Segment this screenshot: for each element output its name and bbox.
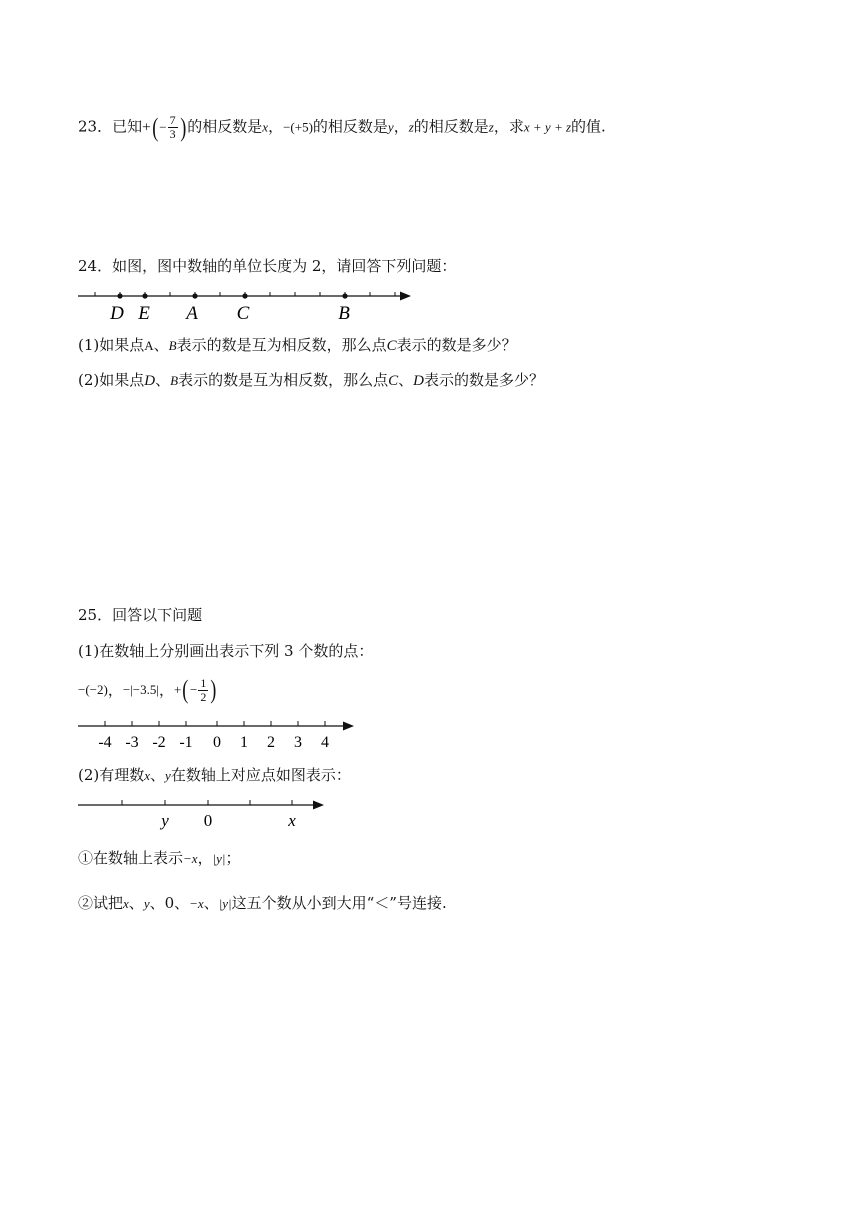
q23-plus-sign: +	[142, 119, 151, 136]
label-e: E	[138, 303, 150, 322]
q23-text-2: 的相反数是	[187, 117, 263, 136]
q25-subpart-1	[78, 848, 241, 869]
q23-text-4: 的相反数是	[413, 117, 489, 136]
q24-p1-text-c: 表示的数是多少？	[396, 336, 517, 354]
tick-label-3: 3	[294, 734, 302, 751]
point-a	[192, 293, 197, 298]
q25-number-3-fraction	[198, 677, 208, 704]
q25-s2-var-x: x	[123, 896, 129, 911]
q24-number-line	[78, 286, 418, 322]
q25-part-2	[78, 765, 351, 786]
q25-p2-var-y: y	[165, 768, 171, 783]
q23-comma-2: ，	[393, 117, 409, 136]
q24-p2-point-c: C	[388, 373, 399, 389]
q24-p2-point-d-2: D	[413, 373, 424, 389]
q25-number-3-sign: +	[173, 682, 182, 697]
q23-text-3: 的相反数是	[312, 117, 388, 136]
q24-part-1	[78, 335, 517, 356]
q25-number-line-2	[78, 795, 333, 831]
q23-text-5: ，求	[493, 117, 524, 136]
q23-fraction-numerator: 7	[169, 113, 176, 127]
q25-number-3-minus: −	[190, 682, 198, 697]
q25-s1-comma: ，	[197, 849, 213, 867]
q25-s1-neg-x: −x	[183, 851, 198, 866]
q23-var-z: z	[408, 119, 414, 135]
q25-p2-text-a: (2)有理数	[78, 766, 145, 784]
q24-p2-point-d: D	[144, 373, 156, 389]
q23-fraction	[168, 114, 178, 141]
q25-number-2: −|−3.5|	[122, 682, 159, 697]
q25-fraction-denominator: 2	[200, 689, 207, 704]
q25-axis-1-ticks	[105, 721, 325, 726]
point-c	[242, 293, 247, 298]
q24-p2-point-b: B	[170, 373, 179, 388]
q25-numbers: −(−2) ， −|−3.5| ， + ( − $\frac{1}{2}$ )	[78, 675, 217, 704]
q25-s2-text-b: 这五个数从小到大用“＜”号连接.	[231, 894, 447, 912]
q25-axis-2-arrow	[313, 801, 324, 810]
q24-p2-text-c: 表示的数是多少？	[423, 371, 544, 389]
q25-comma-2: ，	[158, 681, 174, 699]
label-c: C	[236, 303, 250, 322]
q24-p1-text-a: (1)如果点	[78, 336, 145, 354]
q24-p2-text-b: 表示的数是互为相反数，那么点	[178, 371, 389, 389]
q25-s2-text-a: ②试把	[78, 894, 124, 912]
q23-number: 23．	[78, 117, 113, 136]
q25-part-1: (1)在数轴上分别画出表示下列 3 个数的点：	[78, 642, 374, 660]
q23-var-z-2: z	[488, 119, 494, 135]
tick-label-minus-4: -4	[98, 734, 112, 751]
q24-part-2	[78, 370, 544, 391]
q25-s2-var-y: y	[143, 896, 150, 911]
q25-s2-neg-x: −x	[189, 896, 204, 911]
q24-stem: 24．如图，图中数轴的单位长度为 2，请回答下列问题：	[78, 257, 457, 275]
q24-p1-point-b: B	[168, 338, 177, 353]
tick-label-1: 1	[240, 734, 248, 751]
q25-s2-sep-3: 、	[203, 894, 219, 912]
q24-p2-sep-2: 、	[398, 371, 414, 389]
tick-label-minus-1: -1	[179, 734, 193, 751]
q23-text-1: 已知	[112, 117, 143, 136]
q25-subpart-2	[78, 893, 447, 914]
label-a: A	[186, 303, 198, 322]
q25-s1-text-a: ①在数轴上表示	[78, 849, 184, 867]
point-e	[142, 293, 147, 298]
q25-axis-2-ticks	[122, 800, 292, 805]
q23-var-x: x	[262, 119, 269, 135]
q24-p2-sep: 、	[155, 371, 171, 389]
q25-stem: 25．回答以下问题	[78, 606, 203, 624]
q24-p1-point-c: C	[386, 338, 397, 354]
q25-s1-end: ；	[225, 849, 241, 867]
label-d: D	[110, 303, 124, 322]
point-d	[117, 293, 122, 298]
q24-p1-text-b: 表示的数是互为相反数，那么点	[176, 336, 387, 354]
q24-p2-text-a: (2)如果点	[78, 371, 145, 389]
q25-s2-sep-1: 、	[128, 894, 144, 912]
q25-s2-sep-2: 、0、	[149, 894, 190, 912]
q23-fraction-denominator: 3	[169, 127, 176, 141]
tick-label-2: 2	[267, 734, 275, 751]
q25-p2-sep: 、	[150, 766, 166, 784]
label-b: B	[338, 303, 350, 322]
q24-axis-arrow	[400, 292, 411, 301]
tick-label-0: 0	[213, 734, 221, 751]
axis-2-label-zero: 0	[203, 811, 213, 830]
q25-s1-abs-y: |y|	[212, 851, 226, 866]
q25-p2-var-x: x	[144, 768, 151, 783]
q23-minus-sign: −	[159, 119, 167, 135]
point-b	[342, 293, 347, 298]
q25-number-1: −(−2)	[78, 682, 108, 697]
q25-s2-abs-y: |y|	[218, 896, 232, 911]
q23-sum-expr: x + y + z	[523, 119, 572, 135]
q25-p2-text-b: 在数轴上对应点如图表示：	[170, 766, 351, 784]
tick-label-minus-3: -3	[125, 734, 139, 751]
q24-p1-point-a: A	[144, 338, 154, 353]
q23-text-6: 的值.	[571, 117, 606, 136]
q25-comma-1: ，	[107, 681, 123, 699]
q23-var-y: y	[387, 119, 394, 135]
q25-fraction-numerator: 1	[200, 675, 207, 690]
q23-expr-2: −(+5)	[283, 119, 313, 135]
q23-comma-1: ，	[268, 117, 284, 136]
tick-label-minus-2: -2	[152, 734, 166, 751]
axis-2-label-y: y	[161, 811, 169, 830]
q25-axis-1-arrow	[343, 722, 354, 731]
q25-number-line-1	[78, 716, 363, 752]
tick-label-4: 4	[321, 734, 329, 751]
question-23: 23．已知+(− $\frac{7}{3}$ )的相反数是x，−(+5)的相反数是y，z的相反数是z，求x + y + z的值.	[78, 112, 606, 142]
axis-2-label-x: x	[288, 811, 296, 830]
q24-p1-sep: 、	[153, 336, 169, 354]
